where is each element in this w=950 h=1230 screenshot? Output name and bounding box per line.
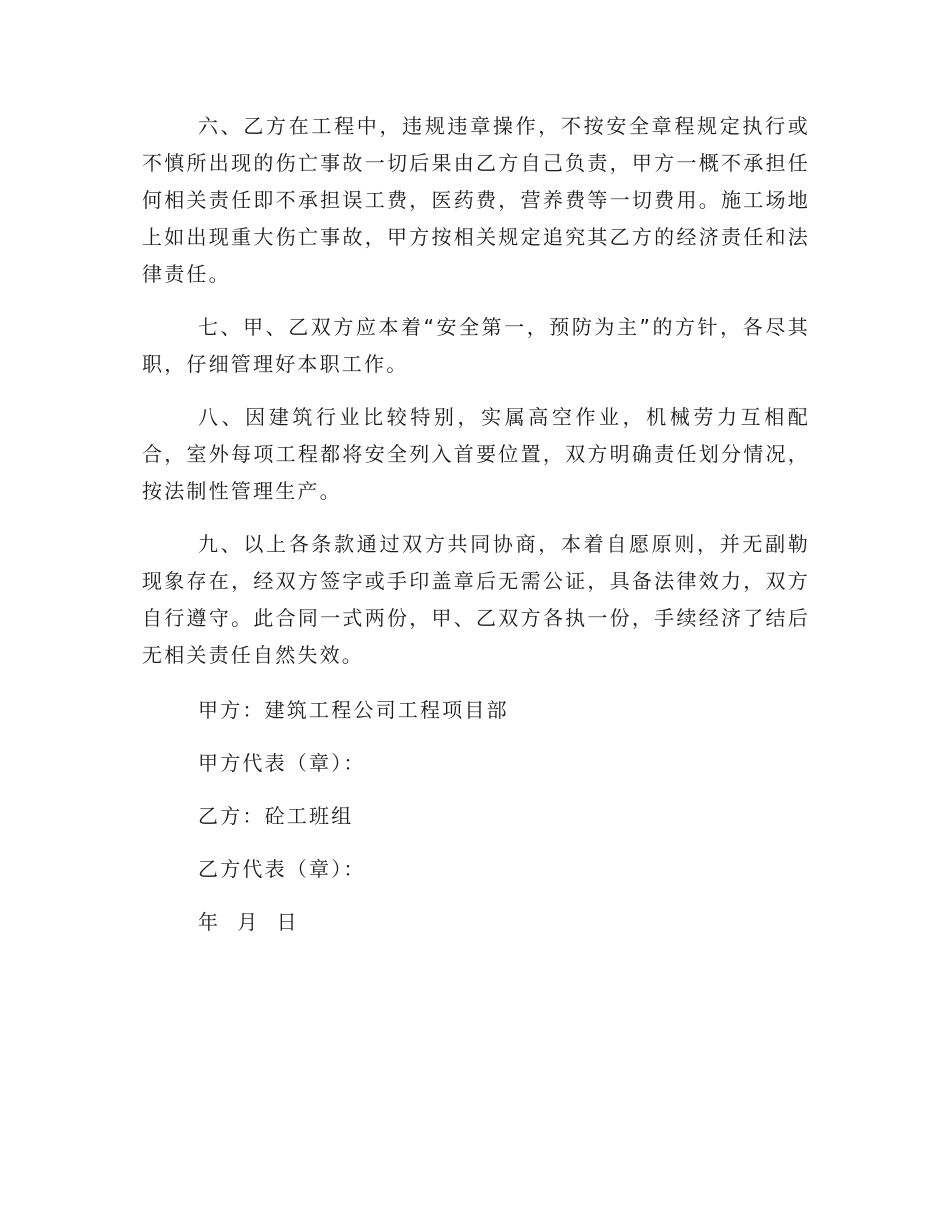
- party-b-representative: 乙方代表（章）：: [198, 857, 366, 881]
- clause-8-paragraph: 八、因建筑行业比较特别，实属高空作业，机械劳力互相配合，室外每项工程都将安全列入首要位置，双方明确责任划分情况，按法制性管理生产。: [142, 405, 810, 503]
- clause-7-paragraph: 七、甲、乙双方应本着“安全第一，预防为主”的方针，各尽其职，仔细管理好本职工作。: [142, 315, 810, 376]
- signing-date: 年 月 日: [198, 910, 299, 934]
- clause-9-paragraph: 九、以上各条款通过双方共同协商，本着自愿原则，并无副勒现象存在，经双方签字或手印盖章后无需公证，具备法律效力，双方自行遵守。此合同一式两份，甲、乙双方各执一份，手续经济了结后无相关责任自然失效。: [142, 532, 810, 667]
- party-b-name: 乙方：砼工班组: [198, 804, 354, 828]
- clause-6-paragraph: 六、乙方在工程中，违规违章操作，不按安全章程规定执行或不慎所出现的伤亡事故一切后果由乙方自己负责，甲方一概不承担任何相关责任即不承担误工费，医药费，营养费等一切费用。施工场地上如出现重大伤亡事故，甲方按相关规定追究其乙方的经济责任和法律责任。: [142, 114, 810, 286]
- party-a-name: 甲方：建筑工程公司工程项目部: [198, 698, 509, 722]
- document-page: [142, 108, 810, 957]
- party-a-representative: 甲方代表（章）：: [198, 751, 366, 775]
